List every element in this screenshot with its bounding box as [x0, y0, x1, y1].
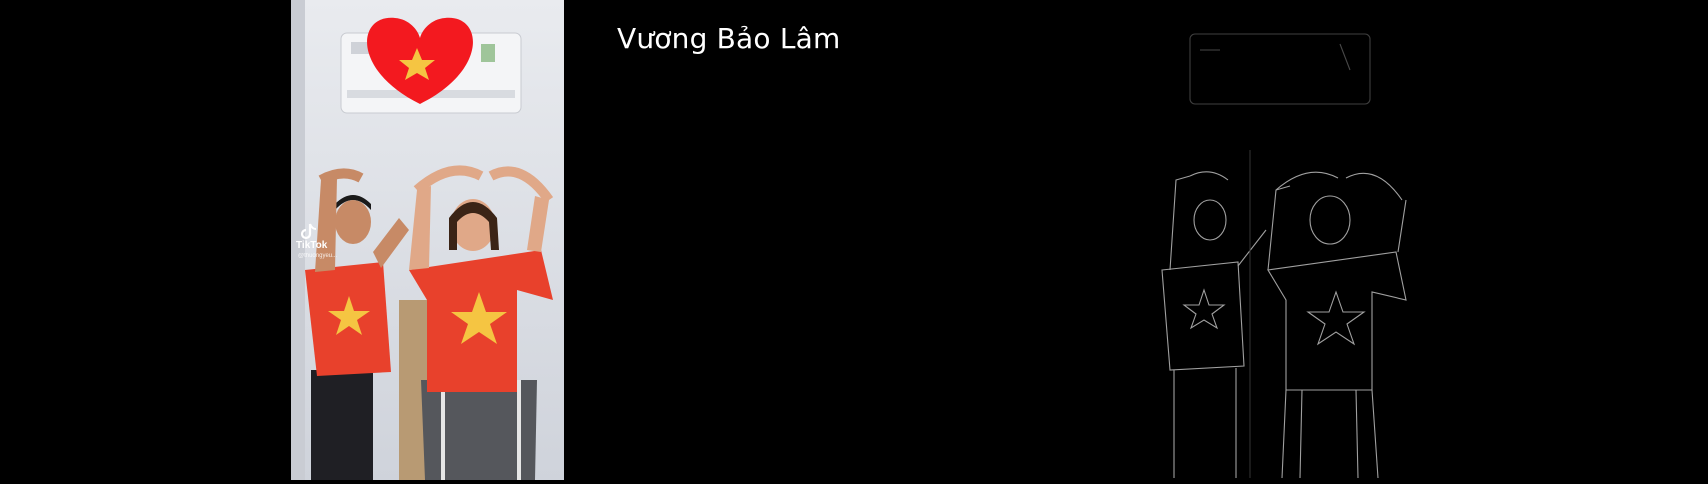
- edge-detection-panel: [1140, 30, 1420, 480]
- dance-video-panel: [291, 0, 564, 480]
- tiktok-watermark-username: @thuongyeu...: [298, 253, 338, 259]
- dancers-illustration: [291, 0, 564, 480]
- tiktok-watermark-label: TikTok: [296, 240, 328, 251]
- video-caption-title: Vương Bảo Lâm: [617, 22, 841, 55]
- edge-outline-figures: [1140, 30, 1420, 480]
